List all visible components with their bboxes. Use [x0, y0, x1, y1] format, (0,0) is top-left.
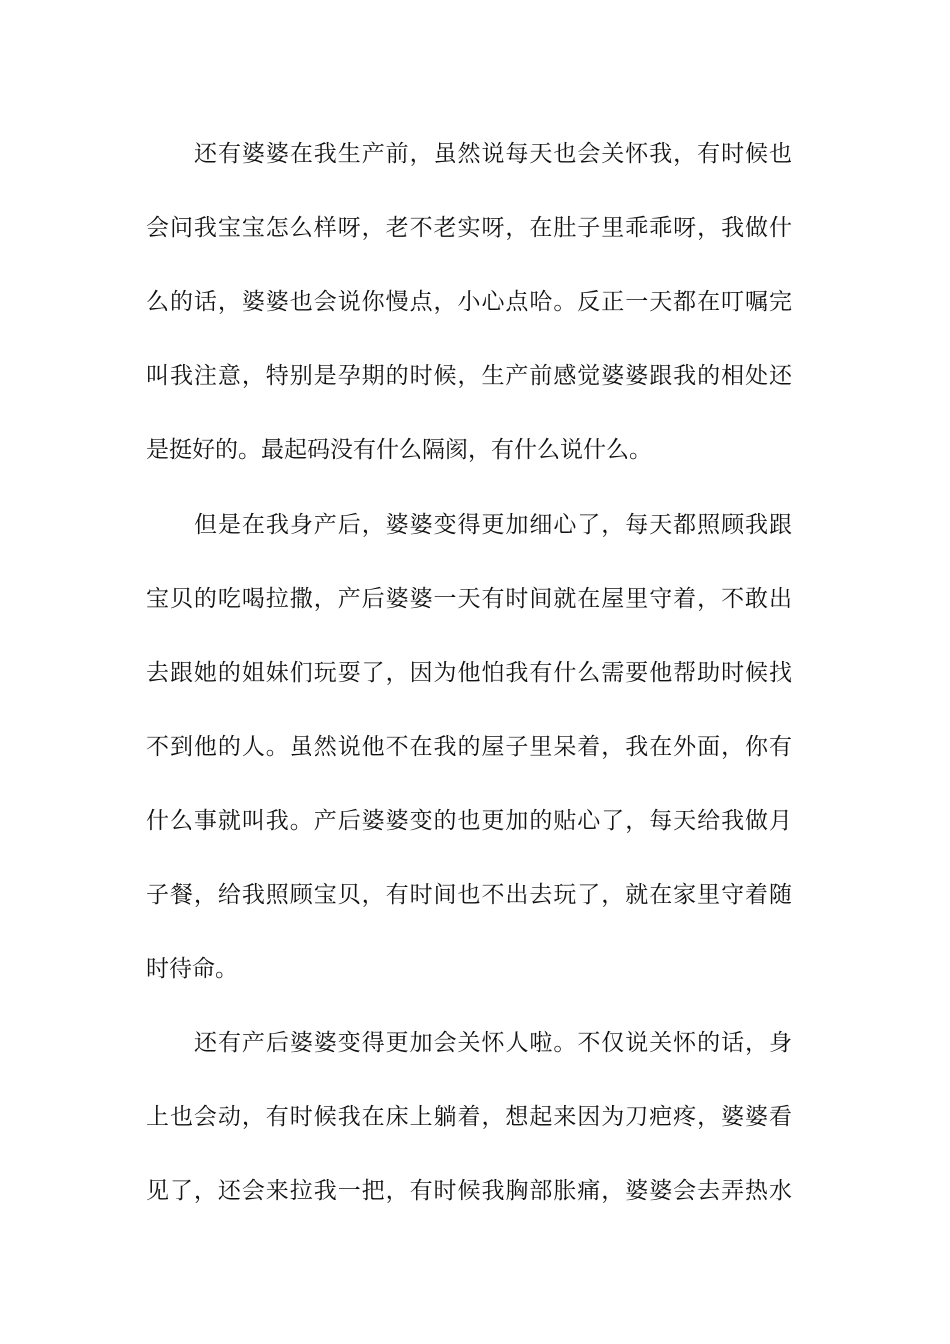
paragraph-2-line-5: 什么事就叫我。产后婆婆变的也更加的贴心了，每天给我做月	[146, 808, 792, 834]
paragraph-1-line-5: 是挺好的。最起码没有什么隔阂，有什么说什么。	[146, 437, 652, 463]
paragraph-2-line-1: 但是在我身产后，婆婆变得更加细心了，每天都照顾我跟	[194, 512, 792, 538]
paragraph-2-line-3: 去跟她的姐妹们玩耍了，因为他怕我有什么需要他帮助时候找	[146, 660, 792, 686]
paragraph-2-line-2: 宝贝的吃喝拉撒，产后婆婆一天有时间就在屋里守着，不敢出	[146, 586, 792, 612]
paragraph-2-line-4: 不到他的人。虽然说他不在我的屋子里呆着，我在外面，你有	[146, 734, 792, 760]
paragraph-2-line-7: 时待命。	[146, 956, 238, 982]
paragraph-3-line-1: 还有产后婆婆变得更加会关怀人啦。不仅说关怀的话，身	[194, 1030, 792, 1056]
paragraph-1-line-4: 叫我注意，特别是孕期的时候，生产前感觉婆婆跟我的相处还	[146, 363, 792, 389]
paragraph-1-line-2: 会问我宝宝怎么样呀，老不老实呀，在肚子里乖乖呀，我做什	[146, 215, 792, 241]
paragraph-2-line-6: 子餐，给我照顾宝贝，有时间也不出去玩了，就在家里守着随	[146, 882, 792, 908]
paragraph-3-line-3: 见了，还会来拉我一把，有时候我胸部胀痛，婆婆会去弄热水	[146, 1178, 792, 1204]
paragraph-1-line-1: 还有婆婆在我生产前，虽然说每天也会关怀我，有时候也	[194, 141, 792, 167]
paragraph-3-line-2: 上也会动，有时候我在床上躺着，想起来因为刀疤疼，婆婆看	[146, 1104, 792, 1130]
paragraph-1-line-3: 么的话，婆婆也会说你慢点，小心点哈。反正一天都在叮嘱完	[146, 289, 792, 315]
